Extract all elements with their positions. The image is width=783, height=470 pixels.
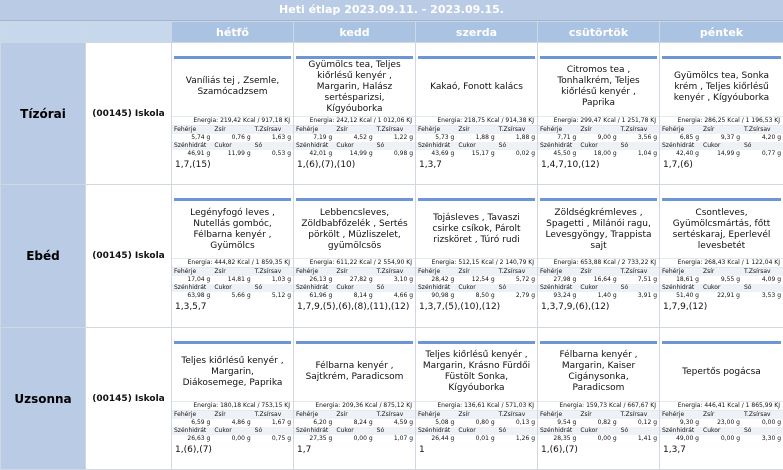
salt-value: 4,66 g	[375, 292, 415, 300]
saturated-fat-value: 4,20 g	[742, 134, 783, 142]
protein-value: 5,74 g	[172, 134, 212, 142]
carbohydrate-label: Szénhidrát	[416, 427, 456, 435]
saturated-fat-value: 3,10 g	[375, 276, 415, 284]
protein-label: Fehérje	[416, 126, 456, 134]
energy-value: Energia: 242,12 Kcal / 1 012,06 KJ	[294, 116, 415, 126]
meal-label: Tízórai	[1, 43, 86, 185]
carbohydrate-value: 27,35 g	[294, 435, 334, 443]
protein-label: Fehérje	[416, 411, 456, 419]
saturated-fat-label: T.Zsírsav	[497, 126, 537, 134]
sugar-value: 0,00 g	[212, 435, 252, 443]
protein-label: Fehérje	[538, 268, 578, 276]
protein-value: 6,20 g	[294, 419, 334, 427]
header-blank	[86, 22, 172, 43]
salt-label: Só	[619, 284, 659, 292]
sugar-value: 0,00 g	[334, 435, 374, 443]
allergen-codes: 1,3,7	[660, 443, 783, 457]
saturated-fat-label: T.Zsírsav	[253, 126, 293, 134]
salt-value: 3,30 g	[742, 435, 783, 443]
allergen-codes: 1,(6),(7),(10)	[294, 158, 415, 172]
saturated-fat-label: T.Zsírsav	[253, 268, 293, 276]
salt-label: Só	[619, 142, 659, 150]
salt-value: 0,02 g	[497, 150, 537, 158]
fat-value: 27,82 g	[334, 276, 374, 284]
menu-cell	[660, 185, 783, 328]
page-title: Heti étlap 2023.09.11. - 2023.09.15.	[0, 0, 783, 21]
protein-value: 7,19 g	[294, 134, 334, 142]
dish-names: Csontleves, Gyümölcsmártás, főtt sertéskaraj, Eperlevél levesbetét	[660, 201, 783, 258]
sugar-label: Cukor	[212, 142, 252, 150]
menu-cell	[416, 185, 538, 328]
dish-names: Félbarna kenyér , Sajtkrém, Paradicsom	[294, 344, 415, 401]
salt-value: 1,41 g	[619, 435, 659, 443]
menu-cell	[294, 328, 416, 470]
saturated-fat-label: T.Zsírsav	[742, 126, 783, 134]
carbohydrate-value: 49,00 g	[660, 435, 701, 443]
meal-label: Ebéd	[1, 185, 86, 328]
carbohydrate-label: Szénhidrát	[660, 284, 701, 292]
fat-value: 12,54 g	[456, 276, 496, 284]
fat-value: 14,81 g	[212, 276, 252, 284]
fat-label: Zsír	[334, 268, 374, 276]
energy-value: Energia: 512,15 Kcal / 2 140,79 KJ	[416, 258, 537, 268]
salt-label: Só	[253, 142, 293, 150]
energy-value: Energia: 446,41 Kcal / 1 865,99 KJ	[660, 401, 783, 411]
fat-label: Zsír	[578, 126, 618, 134]
day-header-wednesday: szerda	[416, 22, 538, 43]
saturated-fat-label: T.Zsírsav	[375, 126, 415, 134]
menu-cell	[172, 328, 294, 470]
day-header-monday: hétfő	[172, 22, 294, 43]
energy-value: Energia: 444,82 Kcal / 1 859,35 KJ	[172, 258, 293, 268]
menu-cell	[538, 328, 660, 470]
salt-value: 1,26 g	[497, 435, 537, 443]
protein-label: Fehérje	[660, 411, 701, 419]
protein-label: Fehérje	[294, 411, 334, 419]
saturated-fat-label: T.Zsírsav	[742, 411, 783, 419]
dish-names: Citromos tea , Tonhalkrém, Teljes kiőrlésű kenyér , Paprika	[538, 59, 659, 116]
fat-value: 8,24 g	[334, 419, 374, 427]
protein-value: 6,85 g	[660, 134, 701, 142]
carbohydrate-label: Szénhidrát	[538, 427, 578, 435]
protein-value: 27,98 g	[538, 276, 578, 284]
allergen-codes: 1,3,7,9,(6),(12)	[538, 300, 659, 314]
allergen-codes: 1,(6),(7)	[538, 443, 659, 457]
protein-label: Fehérje	[538, 411, 578, 419]
saturated-fat-label: T.Zsírsav	[375, 411, 415, 419]
menu-cell	[538, 185, 660, 328]
sugar-label: Cukor	[701, 427, 742, 435]
allergen-codes: 1,3,7,(5),(10),(12)	[416, 300, 537, 314]
fat-label: Zsír	[701, 268, 742, 276]
carbohydrate-label: Szénhidrát	[294, 427, 334, 435]
protein-value: 18,61 g	[660, 276, 701, 284]
allergen-codes: 1,4,7,10,(12)	[538, 158, 659, 172]
salt-label: Só	[375, 142, 415, 150]
sugar-value: 0,01 g	[456, 435, 496, 443]
dish-names: Vaníliás tej , Zsemle, Szamócadzsem	[172, 59, 293, 116]
dish-names: Legényfogó leves , Nutellás gombóc, Félbarna kenyér , Gyümölcs	[172, 201, 293, 258]
energy-value: Energia: 209,36 Kcal / 875,12 KJ	[294, 401, 415, 411]
protein-value: 26,13 g	[294, 276, 334, 284]
nutrition-table	[294, 126, 415, 158]
energy-value: Energia: 136,61 Kcal / 571,03 KJ	[416, 401, 537, 411]
sugar-value: 14,99 g	[701, 150, 742, 158]
carbohydrate-value: 45,50 g	[538, 150, 578, 158]
saturated-fat-label: T.Zsírsav	[375, 268, 415, 276]
fat-label: Zsír	[701, 411, 742, 419]
fat-label: Zsír	[456, 268, 496, 276]
saturated-fat-value: 0,12 g	[619, 419, 659, 427]
protein-value: 5,08 g	[416, 419, 456, 427]
dish-names: Félbarna kenyér , Margarin, Kaiser Cigánysonka, Paradicsom	[538, 344, 659, 401]
salt-label: Só	[375, 427, 415, 435]
saturated-fat-value: 1,67 g	[253, 419, 293, 427]
day-header-row	[1, 22, 783, 43]
sugar-value: 8,14 g	[334, 292, 374, 300]
protein-value: 5,73 g	[416, 134, 456, 142]
header-blank	[1, 22, 86, 43]
sugar-label: Cukor	[701, 142, 742, 150]
fat-value: 9,00 g	[578, 134, 618, 142]
carbohydrate-value: 26,63 g	[172, 435, 212, 443]
nutrition-table	[660, 126, 783, 158]
salt-value: 1,07 g	[375, 435, 415, 443]
carbohydrate-value: 42,01 g	[294, 150, 334, 158]
allergen-codes: 1,7	[294, 443, 415, 457]
energy-value: Energia: 218,75 Kcal / 914,38 KJ	[416, 116, 537, 126]
day-header-tuesday: kedd	[294, 22, 416, 43]
sugar-label: Cukor	[456, 284, 496, 292]
menu-cell	[294, 43, 416, 185]
salt-value: 0,98 g	[375, 150, 415, 158]
dish-names: Teljes kiőrlésű kenyér , Margarin, Krásno Fürdői Füstölt Sonka, Kígyóuborka	[416, 344, 537, 401]
energy-value: Energia: 286,25 Kcal / 1 196,53 KJ	[660, 116, 783, 126]
fat-value: 0,82 g	[578, 419, 618, 427]
allergen-codes: 1,(6),(7)	[172, 443, 293, 457]
fat-value: 9,37 g	[701, 134, 742, 142]
fat-label: Zsír	[212, 126, 252, 134]
menu-cell	[416, 328, 538, 470]
carbohydrate-label: Szénhidrát	[294, 284, 334, 292]
day-header-friday: péntek	[660, 22, 783, 43]
carbohydrate-label: Szénhidrát	[172, 284, 212, 292]
saturated-fat-label: T.Zsírsav	[619, 126, 659, 134]
sugar-label: Cukor	[334, 427, 374, 435]
nutrition-table	[416, 126, 537, 158]
fat-label: Zsír	[212, 268, 252, 276]
saturated-fat-value: 5,72 g	[497, 276, 537, 284]
menu-cell	[416, 43, 538, 185]
protein-value: 7,71 g	[538, 134, 578, 142]
allergen-codes: 1,7,9,(12)	[660, 300, 783, 314]
day-header-thursday: csütörtök	[538, 22, 660, 43]
saturated-fat-value: 1,22 g	[375, 134, 415, 142]
allergen-codes: 1,7,(6)	[660, 158, 783, 172]
energy-value: Energia: 268,43 Kcal / 1 122,04 KJ	[660, 258, 783, 268]
nutrition-table	[538, 126, 659, 158]
menu-cell	[538, 43, 660, 185]
saturated-fat-value: 1,03 g	[253, 276, 293, 284]
protein-label: Fehérje	[660, 268, 701, 276]
fat-label: Zsír	[578, 268, 618, 276]
protein-value: 9,54 g	[538, 419, 578, 427]
carbohydrate-value: 46,91 g	[172, 150, 212, 158]
saturated-fat-value: 1,88 g	[497, 134, 537, 142]
meal-row-uzsonna	[1, 328, 783, 470]
protein-label: Fehérje	[660, 126, 701, 134]
fat-label: Zsír	[456, 126, 496, 134]
allergen-codes: 1,7,(15)	[172, 158, 293, 172]
nutrition-table	[294, 268, 415, 300]
fat-value: 0,76 g	[212, 134, 252, 142]
protein-label: Fehérje	[172, 126, 212, 134]
saturated-fat-value: 4,59 g	[375, 419, 415, 427]
sugar-value: 14,99 g	[334, 150, 374, 158]
sugar-value: 15,17 g	[456, 150, 496, 158]
carbohydrate-value: 43,69 g	[416, 150, 456, 158]
protein-label: Fehérje	[172, 411, 212, 419]
sugar-value: 0,00 g	[701, 435, 742, 443]
salt-label: Só	[497, 142, 537, 150]
menu-cell	[660, 43, 783, 185]
saturated-fat-label: T.Zsírsav	[253, 411, 293, 419]
dish-names: Gyümölcs tea, Teljes kiőrlésű kenyér , Margarin, Halász sertésparizsi, Kígyóuborka	[294, 59, 415, 116]
saturated-fat-value: 1,63 g	[253, 134, 293, 142]
carbohydrate-label: Szénhidrát	[294, 142, 334, 150]
carbohydrate-value: 28,35 g	[538, 435, 578, 443]
nutrition-table	[660, 268, 783, 300]
salt-label: Só	[742, 142, 783, 150]
dish-names: Zöldségkrémleves , Spagetti , Milánói ragu, Levesgyöngy, Trappista sajt	[538, 201, 659, 258]
meal-row-ebed	[1, 185, 783, 328]
sugar-label: Cukor	[456, 427, 496, 435]
carbohydrate-value: 51,40 g	[660, 292, 701, 300]
saturated-fat-value: 0,00 g	[742, 419, 783, 427]
energy-value: Energia: 219,42 Kcal / 917,18 KJ	[172, 116, 293, 126]
saturated-fat-value: 0,13 g	[497, 419, 537, 427]
salt-label: Só	[253, 284, 293, 292]
protein-label: Fehérje	[294, 126, 334, 134]
dish-names: Kakaó, Fonott kalács	[416, 59, 537, 116]
nutrition-table	[416, 268, 537, 300]
carbohydrate-label: Szénhidrát	[172, 427, 212, 435]
sugar-value: 8,50 g	[456, 292, 496, 300]
salt-label: Só	[742, 427, 783, 435]
protein-value: 6,59 g	[172, 419, 212, 427]
energy-value: Energia: 653,88 Kcal / 2 733,22 KJ	[538, 258, 659, 268]
fat-value: 4,86 g	[212, 419, 252, 427]
fat-label: Zsír	[701, 126, 742, 134]
allergen-codes: 1,3,7	[416, 158, 537, 172]
fat-label: Zsír	[578, 411, 618, 419]
carbohydrate-label: Szénhidrát	[538, 142, 578, 150]
energy-value: Energia: 611,22 Kcal / 2 554,90 KJ	[294, 258, 415, 268]
nutrition-table	[294, 411, 415, 443]
sugar-value: 0,00 g	[578, 435, 618, 443]
school-label: (00145) Iskola	[86, 328, 172, 470]
fat-value: 4,52 g	[334, 134, 374, 142]
saturated-fat-label: T.Zsírsav	[742, 268, 783, 276]
fat-value: 1,88 g	[456, 134, 496, 142]
fat-value: 16,64 g	[578, 276, 618, 284]
carbohydrate-label: Szénhidrát	[660, 142, 701, 150]
protein-value: 17,04 g	[172, 276, 212, 284]
nutrition-table	[538, 411, 659, 443]
dish-names: Lebbencsleves, Zöldbabfőzelék , Sertés pörkölt , Müzliszelet, gyümölcsös	[294, 201, 415, 258]
saturated-fat-label: T.Zsírsav	[619, 411, 659, 419]
carbohydrate-label: Szénhidrát	[660, 427, 701, 435]
salt-label: Só	[742, 284, 783, 292]
fat-label: Zsír	[334, 411, 374, 419]
fat-label: Zsír	[334, 126, 374, 134]
sugar-label: Cukor	[578, 427, 618, 435]
menu-table	[0, 21, 783, 470]
salt-value: 0,53 g	[253, 150, 293, 158]
carbohydrate-value: 26,44 g	[416, 435, 456, 443]
school-label: (00145) Iskola	[86, 185, 172, 328]
saturated-fat-label: T.Zsírsav	[619, 268, 659, 276]
sugar-label: Cukor	[578, 142, 618, 150]
sugar-label: Cukor	[578, 284, 618, 292]
carbohydrate-value: 90,98 g	[416, 292, 456, 300]
fat-label: Zsír	[212, 411, 252, 419]
salt-value: 3,53 g	[742, 292, 783, 300]
protein-label: Fehérje	[538, 126, 578, 134]
nutrition-table	[660, 411, 783, 443]
energy-value: Energia: 159,73 Kcal / 667,67 KJ	[538, 401, 659, 411]
protein-value: 9,30 g	[660, 419, 701, 427]
salt-value: 2,79 g	[497, 292, 537, 300]
fat-label: Zsír	[456, 411, 496, 419]
meal-label: Uzsonna	[1, 328, 86, 470]
energy-value: Energia: 180,18 Kcal / 753,15 KJ	[172, 401, 293, 411]
meal-row-tizorai	[1, 43, 783, 185]
sugar-label: Cukor	[701, 284, 742, 292]
salt-value: 0,77 g	[742, 150, 783, 158]
protein-value: 28,42 g	[416, 276, 456, 284]
sugar-label: Cukor	[334, 142, 374, 150]
nutrition-table	[416, 411, 537, 443]
salt-value: 1,04 g	[619, 150, 659, 158]
energy-value: Energia: 299,47 Kcal / 1 251,78 KJ	[538, 116, 659, 126]
salt-label: Só	[497, 284, 537, 292]
sugar-label: Cukor	[212, 427, 252, 435]
carbohydrate-value: 61,96 g	[294, 292, 334, 300]
salt-value: 3,91 g	[619, 292, 659, 300]
nutrition-table	[538, 268, 659, 300]
school-label: (00145) Iskola	[86, 43, 172, 185]
nutrition-table	[172, 268, 293, 300]
dish-names: Teljes kiőrlésű kenyér , Margarin, Diákosemege, Paprika	[172, 344, 293, 401]
menu-cell	[172, 185, 294, 328]
protein-label: Fehérje	[172, 268, 212, 276]
salt-label: Só	[375, 284, 415, 292]
menu-cell	[172, 43, 294, 185]
nutrition-table	[172, 411, 293, 443]
salt-label: Só	[253, 427, 293, 435]
saturated-fat-value: 7,51 g	[619, 276, 659, 284]
dish-names: Gyümölcs tea, Sonka krém , Teljes kiőrlésű kenyér , Kígyóuborka	[660, 59, 783, 116]
allergen-codes: 1,3,5,7	[172, 300, 293, 314]
nutrition-table	[172, 126, 293, 158]
allergen-codes: 1	[416, 443, 537, 457]
saturated-fat-value: 4,09 g	[742, 276, 783, 284]
sugar-label: Cukor	[334, 284, 374, 292]
sugar-label: Cukor	[212, 284, 252, 292]
dish-names: Tojásleves , Tavaszi csirke csíkok, Párolt rizsköret , Túró rudi	[416, 201, 537, 258]
sugar-value: 22,91 g	[701, 292, 742, 300]
dish-names: Tepertős pogácsa	[660, 344, 783, 401]
menu-cell	[660, 328, 783, 470]
carbohydrate-label: Szénhidrát	[416, 284, 456, 292]
protein-label: Fehérje	[416, 268, 456, 276]
carbohydrate-label: Szénhidrát	[538, 284, 578, 292]
carbohydrate-value: 42,40 g	[660, 150, 701, 158]
sugar-value: 1,40 g	[578, 292, 618, 300]
sugar-value: 18,00 g	[578, 150, 618, 158]
salt-label: Só	[497, 427, 537, 435]
fat-value: 9,55 g	[701, 276, 742, 284]
sugar-label: Cukor	[456, 142, 496, 150]
salt-label: Só	[619, 427, 659, 435]
salt-value: 0,75 g	[253, 435, 293, 443]
saturated-fat-label: T.Zsírsav	[497, 411, 537, 419]
carbohydrate-value: 63,98 g	[172, 292, 212, 300]
carbohydrate-value: 93,24 g	[538, 292, 578, 300]
fat-value: 23,00 g	[701, 419, 742, 427]
carbohydrate-label: Szénhidrát	[416, 142, 456, 150]
saturated-fat-label: T.Zsírsav	[497, 268, 537, 276]
fat-value: 0,80 g	[456, 419, 496, 427]
protein-label: Fehérje	[294, 268, 334, 276]
carbohydrate-label: Szénhidrát	[172, 142, 212, 150]
salt-value: 5,12 g	[253, 292, 293, 300]
sugar-value: 11,99 g	[212, 150, 252, 158]
saturated-fat-value: 3,56 g	[619, 134, 659, 142]
menu-cell	[294, 185, 416, 328]
allergen-codes: 1,7,9,(5),(6),(8),(11),(12)	[294, 300, 415, 314]
sugar-value: 5,66 g	[212, 292, 252, 300]
